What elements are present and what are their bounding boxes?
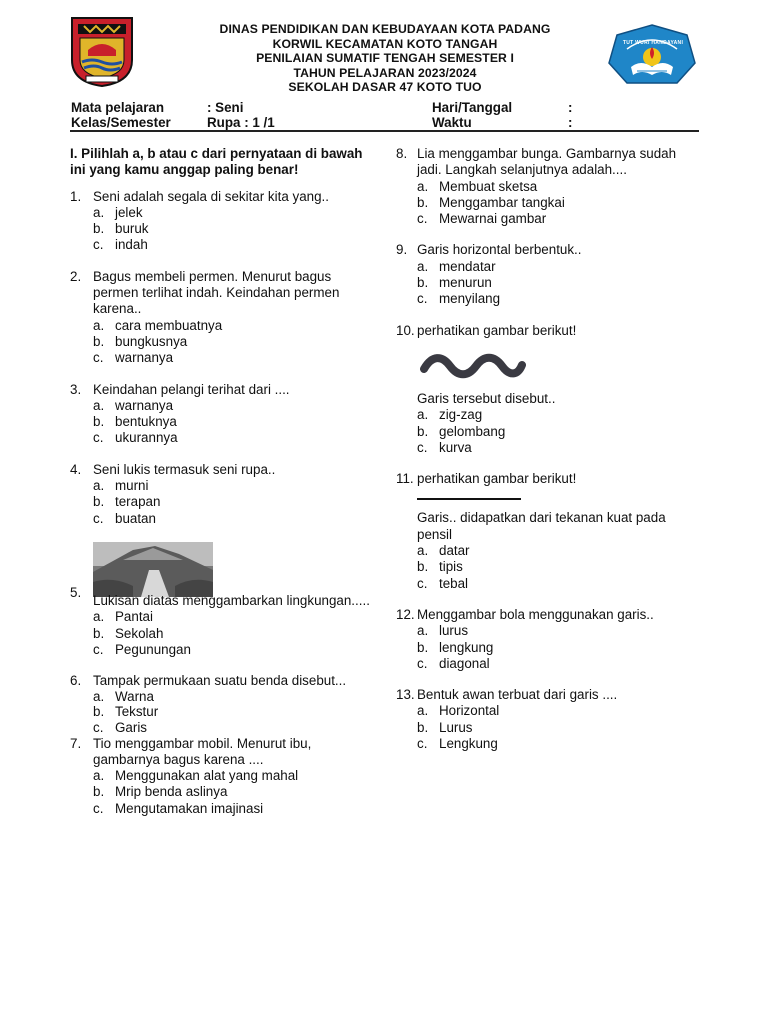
wavy-line-image	[418, 351, 528, 381]
class-semester-value: Rupa : 1 /1	[207, 114, 275, 130]
option-a[interactable]	[417, 179, 701, 195]
option-text: indah	[115, 237, 148, 253]
option-letter: c.	[93, 350, 104, 366]
question-subtext: Garis tersebut disebut..	[417, 390, 556, 406]
option-letter: b.	[93, 333, 105, 349]
option-text: Warna	[115, 688, 154, 704]
header-line-4: TAHUN PELAJARAN 2023/2024	[293, 65, 477, 80]
option-letter: a.	[417, 407, 429, 423]
option-text: Mrip benda aslinya	[115, 784, 228, 800]
question-number: 11.	[396, 471, 414, 487]
question-text: perhatikan gambar berikut!	[417, 471, 577, 487]
option-c[interactable]	[93, 642, 370, 658]
option-b[interactable]	[93, 414, 370, 430]
option-c[interactable]	[93, 350, 370, 366]
option-text: warnanya	[115, 350, 174, 366]
option-a[interactable]	[93, 478, 370, 494]
padang-city-emblem-icon	[70, 16, 134, 88]
option-text: menurun	[439, 275, 492, 291]
question-number: 3.	[70, 381, 82, 397]
option-letter: c.	[93, 237, 104, 253]
option-c[interactable]	[417, 576, 701, 592]
option-c[interactable]	[417, 440, 701, 456]
option-b[interactable]	[93, 334, 370, 350]
header-line-5: SEKOLAH DASAR 47 KOTO TUO	[288, 80, 482, 95]
option-a[interactable]	[93, 398, 370, 414]
option-text: warnanya	[115, 397, 174, 413]
option-c[interactable]	[93, 511, 370, 527]
question-11	[396, 471, 701, 592]
option-letter: b.	[417, 275, 429, 291]
question-3	[70, 382, 370, 447]
option-text: Pantai	[115, 609, 153, 625]
option-text: Menggunakan alat yang mahal	[115, 768, 299, 784]
option-letter: c.	[93, 800, 104, 816]
option-text: Mengutamakan imajinasi	[115, 800, 264, 816]
time-value: :	[568, 114, 573, 130]
option-letter: a.	[417, 623, 429, 639]
option-text: Mewarnai gambar	[439, 211, 547, 227]
question-4	[70, 462, 370, 527]
instruction-text: I. Pilihlah a, b atau c dari pernyataan di bawah ini yang kamu anggap paling benar!	[70, 146, 363, 178]
question-number: 12.	[396, 606, 415, 622]
option-a[interactable]	[93, 609, 370, 625]
option-letter: b.	[93, 221, 105, 237]
option-b[interactable]	[93, 704, 370, 720]
option-text: Membuat sketsa	[439, 178, 538, 194]
option-text: Menggambar tangkai	[439, 194, 565, 210]
header-divider	[70, 130, 699, 132]
option-text: Sekolah	[115, 625, 164, 641]
header-line-2: KORWIL KECAMATAN KOTO TANGAH	[272, 36, 498, 51]
left-column	[70, 146, 370, 832]
option-text: ukurannya	[115, 430, 178, 446]
option-letter: a.	[417, 258, 429, 274]
option-c[interactable]	[93, 720, 370, 736]
option-text: Lengkung	[439, 736, 498, 752]
question-text: Lukisan diatas menggambarkan lingkungan.....	[93, 592, 370, 608]
option-text: buruk	[115, 221, 149, 237]
option-text: tebal	[439, 575, 469, 591]
option-a[interactable]	[417, 703, 701, 719]
option-b[interactable]	[417, 195, 701, 211]
question-1	[70, 189, 370, 254]
question-text: Tio menggambar mobil. Menurut ibu, gambarnya bagus karena ....	[93, 735, 312, 767]
option-a[interactable]	[93, 768, 370, 784]
option-letter: b.	[93, 704, 105, 720]
day-date-label: Hari/Tanggal	[432, 100, 513, 115]
question-number: 5.	[70, 584, 82, 600]
question-8	[396, 146, 701, 227]
option-letter: a.	[93, 609, 105, 625]
subject-label: Mata pelajaran	[71, 100, 165, 115]
option-c[interactable]	[417, 736, 701, 752]
question-number: 8.	[396, 146, 408, 161]
option-letter: c.	[93, 719, 104, 735]
option-text: Pegunungan	[115, 641, 191, 657]
option-text: jelek	[115, 204, 143, 220]
exam-info	[71, 100, 701, 129]
question-number: 2.	[70, 268, 82, 284]
option-b[interactable]	[417, 424, 701, 440]
thick-line-image	[417, 498, 521, 500]
option-a[interactable]	[93, 318, 370, 334]
option-letter: c.	[417, 655, 428, 671]
question-text: Seni lukis termasuk seni rupa..	[93, 461, 276, 477]
option-text: terapan	[115, 494, 161, 510]
option-letter: b.	[93, 414, 105, 430]
option-letter: b.	[417, 719, 429, 735]
question-number: 7.	[70, 735, 82, 751]
option-letter: b.	[417, 559, 429, 575]
option-text: gelombang	[439, 423, 506, 439]
question-text: Menggambar bola menggunakan garis..	[417, 606, 654, 622]
option-letter: a.	[93, 397, 105, 413]
subject-value: : Seni	[207, 100, 244, 115]
option-a[interactable]	[93, 205, 370, 221]
question-10	[396, 323, 701, 456]
option-letter: b.	[417, 423, 429, 439]
option-text: Garis	[115, 719, 147, 735]
question-7	[70, 736, 370, 817]
time-label: Waktu	[432, 114, 472, 130]
option-letter: b.	[93, 625, 105, 641]
option-text: buatan	[115, 510, 156, 526]
option-b[interactable]	[93, 494, 370, 510]
option-a[interactable]	[417, 543, 701, 559]
option-letter: c.	[93, 510, 104, 526]
question-text: Garis horizontal berbentuk..	[417, 242, 582, 258]
option-text: diagonal	[439, 655, 490, 671]
day-date-value: :	[568, 100, 573, 115]
exam-header	[150, 22, 620, 95]
option-a[interactable]	[93, 689, 370, 705]
option-a[interactable]	[417, 259, 701, 275]
question-number: 13.	[396, 687, 415, 703]
option-text: bentuknya	[115, 414, 177, 430]
question-number: 4.	[70, 461, 82, 477]
option-letter: a.	[93, 204, 105, 220]
option-text: Lurus	[439, 719, 473, 735]
option-c[interactable]	[417, 291, 701, 307]
question-text: Keindahan pelangi terihat dari ....	[93, 381, 290, 397]
option-c[interactable]	[93, 237, 370, 253]
right-column	[396, 146, 701, 767]
option-b[interactable]	[417, 640, 701, 656]
option-letter: b.	[93, 494, 105, 510]
option-text: lengkung	[439, 639, 494, 655]
option-letter: a.	[417, 703, 429, 719]
question-number: 1.	[70, 188, 82, 204]
option-letter: b.	[417, 639, 429, 655]
option-c[interactable]	[417, 211, 701, 227]
option-a[interactable]	[417, 407, 701, 423]
option-text: menyilang	[439, 291, 501, 307]
question-text: Seni adalah segala di sekitar kita yang..	[93, 188, 329, 204]
option-letter: a.	[93, 478, 105, 494]
option-letter: c.	[417, 575, 428, 591]
option-letter: a.	[417, 178, 429, 194]
option-c[interactable]	[93, 430, 370, 446]
question-subtext: Garis.. didapatkan dari tekanan kuat pada pensil	[417, 510, 666, 542]
option-text: cara membuatnya	[115, 317, 223, 333]
option-text: kurva	[439, 439, 472, 455]
option-b[interactable]	[93, 221, 370, 237]
option-b[interactable]	[93, 784, 370, 800]
question-text: Bentuk awan terbuat dari garis ....	[417, 687, 618, 703]
option-b[interactable]	[417, 559, 701, 575]
option-letter: c.	[93, 641, 104, 657]
info-row-2	[71, 115, 701, 130]
question-number: 9.	[396, 242, 408, 258]
option-a[interactable]	[417, 623, 701, 639]
option-b[interactable]	[417, 275, 701, 291]
option-text: Tekstur	[115, 704, 159, 720]
question-9	[396, 242, 701, 307]
option-text: tipis	[439, 559, 463, 575]
option-letter: c.	[417, 736, 428, 752]
option-c[interactable]	[417, 656, 701, 672]
question-text: Tampak permukaan suatu benda disebut...	[93, 673, 347, 689]
option-letter: c.	[417, 211, 428, 227]
mountain-painting-image	[93, 542, 213, 597]
option-text: lurus	[439, 623, 469, 639]
option-letter: a.	[417, 543, 429, 559]
option-letter: a.	[93, 768, 105, 784]
option-text: Horizontal	[439, 703, 500, 719]
option-text: murni	[115, 478, 149, 494]
header-line-1: DINAS PENDIDIKAN DAN KEBUDAYAAN KOTA PADANG	[219, 22, 551, 36]
question-text: Bagus membeli permen. Menurut bagus permen terlihat indah. Keindahan permen karena..	[93, 268, 340, 317]
question-5	[70, 542, 370, 658]
info-row-1	[71, 100, 701, 115]
question-6	[70, 673, 370, 735]
option-letter: a.	[93, 317, 105, 333]
option-letter: a.	[93, 688, 105, 704]
question-text: Lia menggambar bunga. Gambarnya sudah jadi. Langkah selanjutnya adalah....	[417, 146, 677, 178]
option-text: datar	[439, 543, 470, 559]
option-letter: b.	[93, 784, 105, 800]
question-text: perhatikan gambar berikut!	[417, 322, 577, 338]
option-text: mendatar	[439, 258, 496, 274]
question-2	[70, 269, 370, 367]
class-semester-label: Kelas/Semester	[71, 114, 171, 130]
tut-wuri-handayani-logo-icon	[607, 23, 697, 89]
question-13	[396, 687, 701, 752]
question-12	[396, 607, 701, 672]
option-text: zig-zag	[439, 407, 483, 423]
option-letter: b.	[417, 194, 429, 210]
option-letter: c.	[417, 439, 428, 455]
option-c[interactable]	[93, 801, 370, 817]
option-letter: c.	[417, 291, 428, 307]
question-number: 6.	[70, 673, 82, 689]
option-text: bungkusnya	[115, 333, 188, 349]
option-b[interactable]	[417, 720, 701, 736]
header-line-3: PENILAIAN SUMATIF TENGAH SEMESTER I	[256, 51, 514, 66]
option-letter: c.	[93, 430, 104, 446]
option-b[interactable]	[93, 626, 370, 642]
logo-motto: TUT WURI HANDAYANI	[622, 40, 684, 46]
question-number: 10.	[396, 322, 415, 338]
